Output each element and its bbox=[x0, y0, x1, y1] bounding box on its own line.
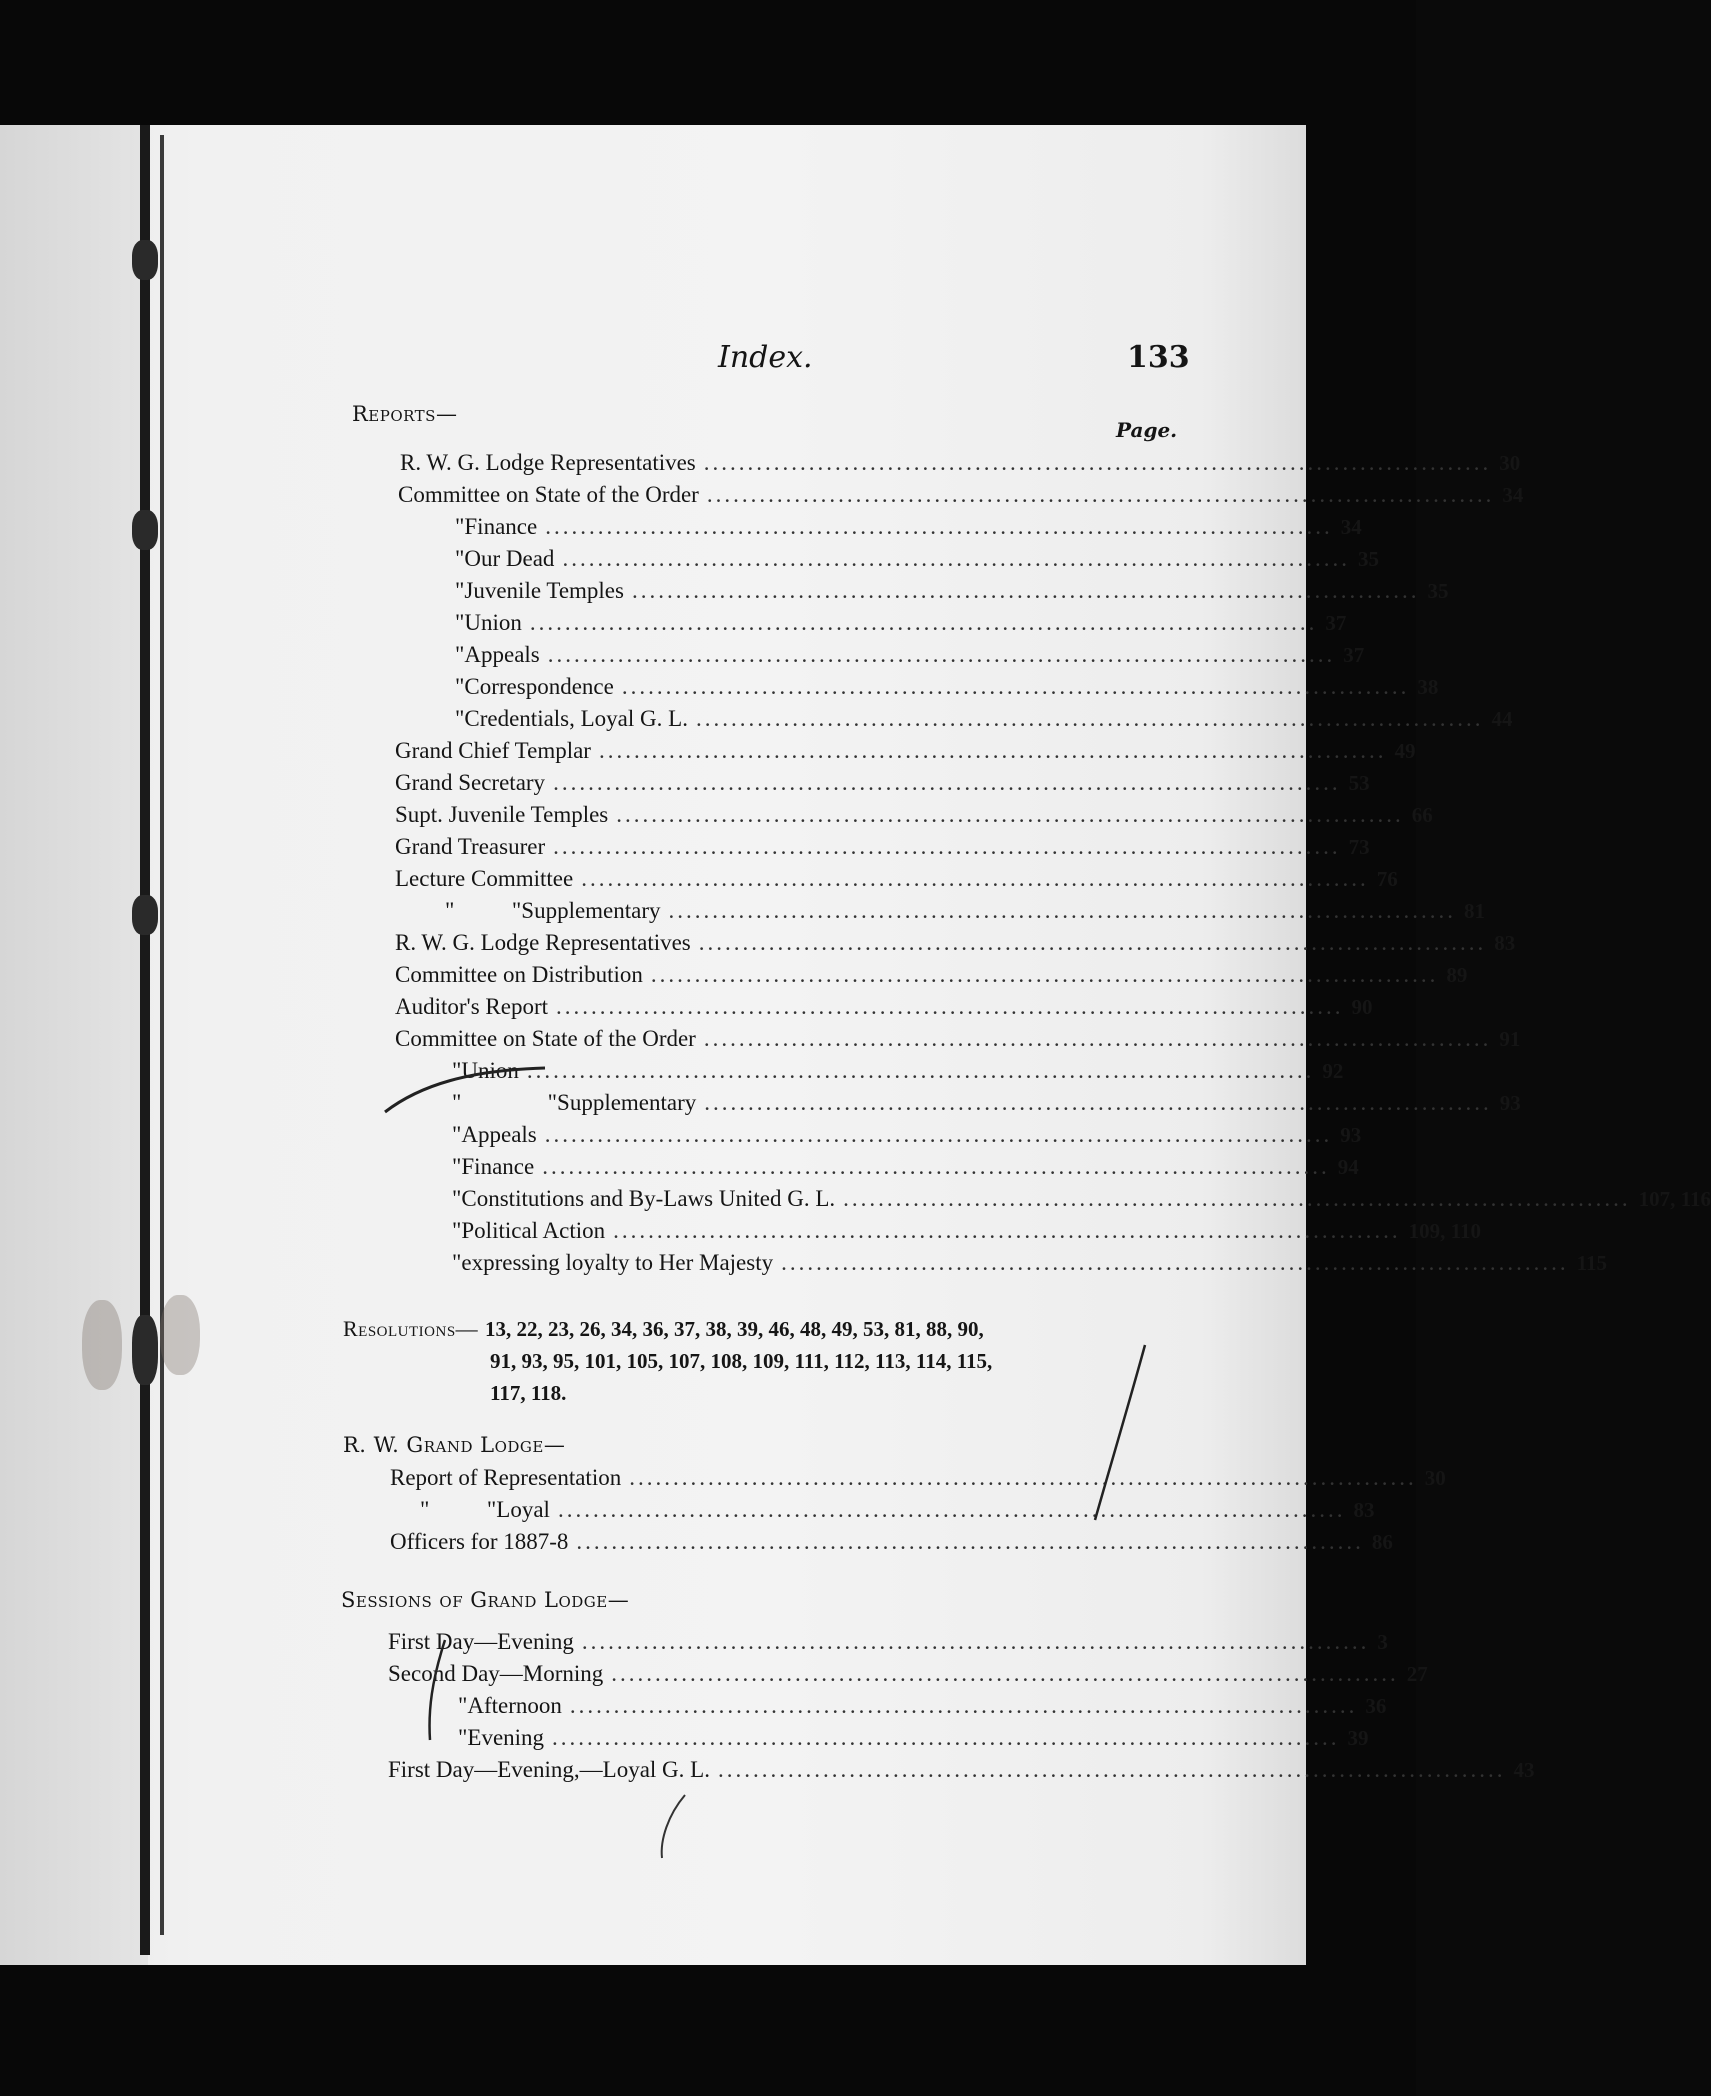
entry-label: Committee on State of the Order bbox=[395, 1026, 696, 1051]
section-heading-rw-grand-lodge: R. W. Grand Lodge— bbox=[343, 1433, 566, 1457]
dot-leader: .......................................................................................... bbox=[544, 1122, 1333, 1147]
dot-leader: .......................................................................................... bbox=[616, 802, 1404, 827]
entry-page-ref: 81 bbox=[1464, 899, 1486, 923]
entry-label: Committee on State of the Order bbox=[398, 482, 699, 507]
entry-page-ref: 83 bbox=[1494, 931, 1516, 955]
dot-leader: .......................................................................................... bbox=[553, 770, 1341, 795]
dot-leader: .......................................................................................... bbox=[717, 1757, 1506, 1782]
page-number: 133 bbox=[1127, 340, 1190, 375]
entry-page-ref: 34 bbox=[1502, 483, 1524, 507]
entry-label: Lecture Committee bbox=[395, 866, 574, 891]
entry-page-ref: 107, 116 bbox=[1638, 1187, 1711, 1211]
entry-page-ref: 53 bbox=[1348, 771, 1370, 795]
entry-label: Finance bbox=[464, 514, 538, 539]
entry-label: Juvenile Temples bbox=[464, 578, 624, 603]
entry-label: Appeals bbox=[464, 642, 540, 667]
dot-leader: .......................................................................................... bbox=[611, 1661, 1399, 1686]
pen-stroke bbox=[662, 1795, 685, 1858]
dot-leader: .......................................................................................... bbox=[545, 514, 1333, 539]
ditto-mark: " bbox=[452, 1154, 462, 1179]
ditto-mark: " bbox=[455, 642, 465, 667]
entry-label: Correspondence bbox=[464, 674, 614, 699]
ditto-mark: " bbox=[452, 1186, 462, 1211]
entry-page-ref: 93 bbox=[1499, 1091, 1521, 1115]
dot-leader: .......................................................................................... bbox=[581, 1629, 1370, 1654]
dot-leader: .......................................................................................... bbox=[552, 1725, 1340, 1750]
pen-stroke bbox=[1095, 1345, 1145, 1520]
dot-leader: .......................................................................................... bbox=[695, 706, 1484, 731]
entry-page-ref: 44 bbox=[1491, 707, 1513, 731]
entry-page-ref: 73 bbox=[1348, 835, 1370, 859]
entry-label: Political Action bbox=[461, 1218, 606, 1243]
entry-label: Report of Representation bbox=[390, 1465, 622, 1490]
entry-page-ref: 76 bbox=[1376, 867, 1398, 891]
entry-label: Union bbox=[464, 610, 522, 635]
dot-leader: .......................................................................................... bbox=[542, 1154, 1330, 1179]
dot-leader: .......................................................................................... bbox=[553, 834, 1341, 859]
entry-label: Grand Chief Templar bbox=[395, 738, 591, 763]
resolutions-line: 117, 118. bbox=[490, 1381, 567, 1405]
dot-leader: .......................................................................................... bbox=[621, 674, 1410, 699]
entry-page-ref: 36 bbox=[1365, 1694, 1387, 1718]
ditto-mark: " bbox=[455, 514, 465, 539]
entry-label: Constitutions and By-Laws United G. L. bbox=[461, 1186, 836, 1211]
entry-page-ref: 43 bbox=[1513, 1758, 1535, 1782]
entry-page-ref: 109, 110 bbox=[1408, 1219, 1481, 1243]
entry-label: Appeals bbox=[461, 1122, 537, 1147]
dot-leader: .......................................................................................... bbox=[781, 1250, 1569, 1275]
entry-label: Supt. Juvenile Temples bbox=[395, 802, 609, 827]
pen-stroke bbox=[430, 1640, 445, 1740]
ditto-mark: " bbox=[452, 1218, 462, 1243]
entry-label: Loyal bbox=[496, 1497, 550, 1522]
entry-page-ref: 35 bbox=[1427, 579, 1449, 603]
dot-leader: .......................................................................................... bbox=[706, 482, 1495, 507]
entry-label: Evening bbox=[467, 1725, 545, 1750]
entry-page-ref: 92 bbox=[1322, 1059, 1344, 1083]
entry-page-ref: 30 bbox=[1424, 1466, 1446, 1490]
ditto-mark: " " bbox=[445, 898, 522, 923]
dot-leader: .......................................................................................... bbox=[703, 1026, 1492, 1051]
ditto-mark: " " bbox=[420, 1497, 497, 1522]
entry-page-ref: 94 bbox=[1337, 1155, 1359, 1179]
ditto-mark: " " bbox=[452, 1090, 558, 1115]
dot-leader: .......................................................................................... bbox=[668, 898, 1457, 923]
dot-leader: .......................................................................................... bbox=[629, 1465, 1417, 1490]
dot-leader: .......................................................................................... bbox=[631, 578, 1420, 603]
ditto-mark: " bbox=[452, 1122, 462, 1147]
dot-leader: .......................................................................................... bbox=[704, 1090, 1492, 1115]
entry-page-ref: 49 bbox=[1394, 739, 1416, 763]
dot-leader: .......................................................................................... bbox=[562, 546, 1350, 571]
entry-label: Second Day—Morning bbox=[388, 1661, 604, 1686]
entry-page-ref: 115 bbox=[1576, 1251, 1607, 1275]
ditto-mark: " bbox=[458, 1693, 468, 1718]
entry-page-ref: 86 bbox=[1371, 1530, 1393, 1554]
entry-page-ref: 3 bbox=[1377, 1630, 1388, 1654]
section-heading-resolutions: Resolutions— bbox=[343, 1316, 479, 1341]
dot-leader: .......................................................................................... bbox=[613, 1218, 1401, 1243]
running-title: Index. bbox=[718, 340, 813, 375]
ditto-mark: " bbox=[455, 706, 465, 731]
dot-leader: .......................................................................................... bbox=[650, 962, 1439, 987]
dot-leader: .......................................................................................... bbox=[529, 610, 1318, 635]
dot-leader: .......................................................................................... bbox=[581, 866, 1369, 891]
ditto-mark: " bbox=[455, 674, 465, 699]
ditto-mark: " bbox=[452, 1250, 462, 1275]
dot-leader: .......................................................................................... bbox=[557, 1497, 1346, 1522]
entry-page-ref: 91 bbox=[1499, 1027, 1521, 1051]
section-heading-sessions: Sessions of Grand Lodge— bbox=[341, 1588, 630, 1612]
dot-leader: .......................................................................................... bbox=[598, 738, 1387, 763]
dot-leader: .......................................................................................... bbox=[526, 1058, 1315, 1083]
entry-page-ref: 89 bbox=[1446, 963, 1468, 987]
entry-label: Supplementary bbox=[521, 898, 661, 923]
entry-label: Finance bbox=[461, 1154, 535, 1179]
pen-stroke bbox=[385, 1068, 545, 1112]
ditto-mark: " bbox=[455, 578, 465, 603]
entry-label: Grand Treasurer bbox=[395, 834, 546, 859]
entry-page-ref: 30 bbox=[1499, 451, 1521, 475]
entry-label: Officers for 1887-8 bbox=[390, 1529, 569, 1554]
entry-label: Auditor's Report bbox=[395, 994, 548, 1019]
entry-label: Committee on Distribution bbox=[395, 962, 643, 987]
entry-page-ref: 37 bbox=[1343, 643, 1365, 667]
entry-label: First Day—Evening,—Loyal G. L. bbox=[388, 1757, 710, 1782]
dot-leader: .......................................................................................... bbox=[576, 1529, 1364, 1554]
entry-label: Credentials, Loyal G. L. bbox=[464, 706, 688, 731]
entry-page-ref: 66 bbox=[1411, 803, 1433, 827]
entry-page-ref: 38 bbox=[1417, 675, 1439, 699]
dot-leader: .......................................................................................... bbox=[556, 994, 1344, 1019]
dot-leader: .......................................................................................... bbox=[569, 1693, 1358, 1718]
entry-label: First Day—Evening bbox=[388, 1629, 574, 1654]
entry-page-ref: 34 bbox=[1340, 515, 1362, 539]
dot-leader: .......................................................................................... bbox=[547, 642, 1336, 667]
entry-page-ref: 35 bbox=[1357, 547, 1379, 571]
entry-label: Our Dead bbox=[464, 546, 555, 571]
entry-label: expressing loyalty to Her Majesty bbox=[461, 1250, 774, 1275]
resolutions-line: 91, 93, 95, 101, 105, 107, 108, 109, 111, 112, 113, 114, 115, bbox=[490, 1349, 993, 1373]
ditto-mark: " bbox=[455, 610, 465, 635]
page-column-label: Page. bbox=[1116, 418, 1178, 442]
entry-page-ref: 90 bbox=[1351, 995, 1373, 1019]
entry-label: R. W. G. Lodge Representatives bbox=[395, 930, 691, 955]
section-heading-reports: Reports— bbox=[352, 402, 458, 426]
entry-page-ref: 83 bbox=[1353, 1498, 1375, 1522]
dot-leader: .......................................................................................... bbox=[843, 1186, 1631, 1211]
entry-page-ref: 37 bbox=[1325, 611, 1347, 635]
entry-label: R. W. G. Lodge Representatives bbox=[400, 450, 696, 475]
ditto-mark: " bbox=[452, 1058, 462, 1083]
entry-page-ref: 39 bbox=[1347, 1726, 1369, 1750]
entry-label: Grand Secretary bbox=[395, 770, 546, 795]
resolutions-line: 13, 22, 23, 26, 34, 36, 37, 38, 39, 46, 48, 49, 53, 81, 88, 90, bbox=[485, 1317, 984, 1341]
entry-label: Supplementary bbox=[557, 1090, 697, 1115]
dot-leader: .......................................................................................... bbox=[698, 930, 1487, 955]
entry-label: Union bbox=[461, 1058, 519, 1083]
entry-page-ref: 27 bbox=[1406, 1662, 1428, 1686]
entry-page-ref: 93 bbox=[1340, 1123, 1362, 1147]
ditto-mark: " bbox=[458, 1725, 468, 1750]
dot-leader: .......................................................................................... bbox=[703, 450, 1492, 475]
entry-label: Afternoon bbox=[467, 1693, 562, 1718]
ditto-mark: " bbox=[455, 546, 465, 571]
